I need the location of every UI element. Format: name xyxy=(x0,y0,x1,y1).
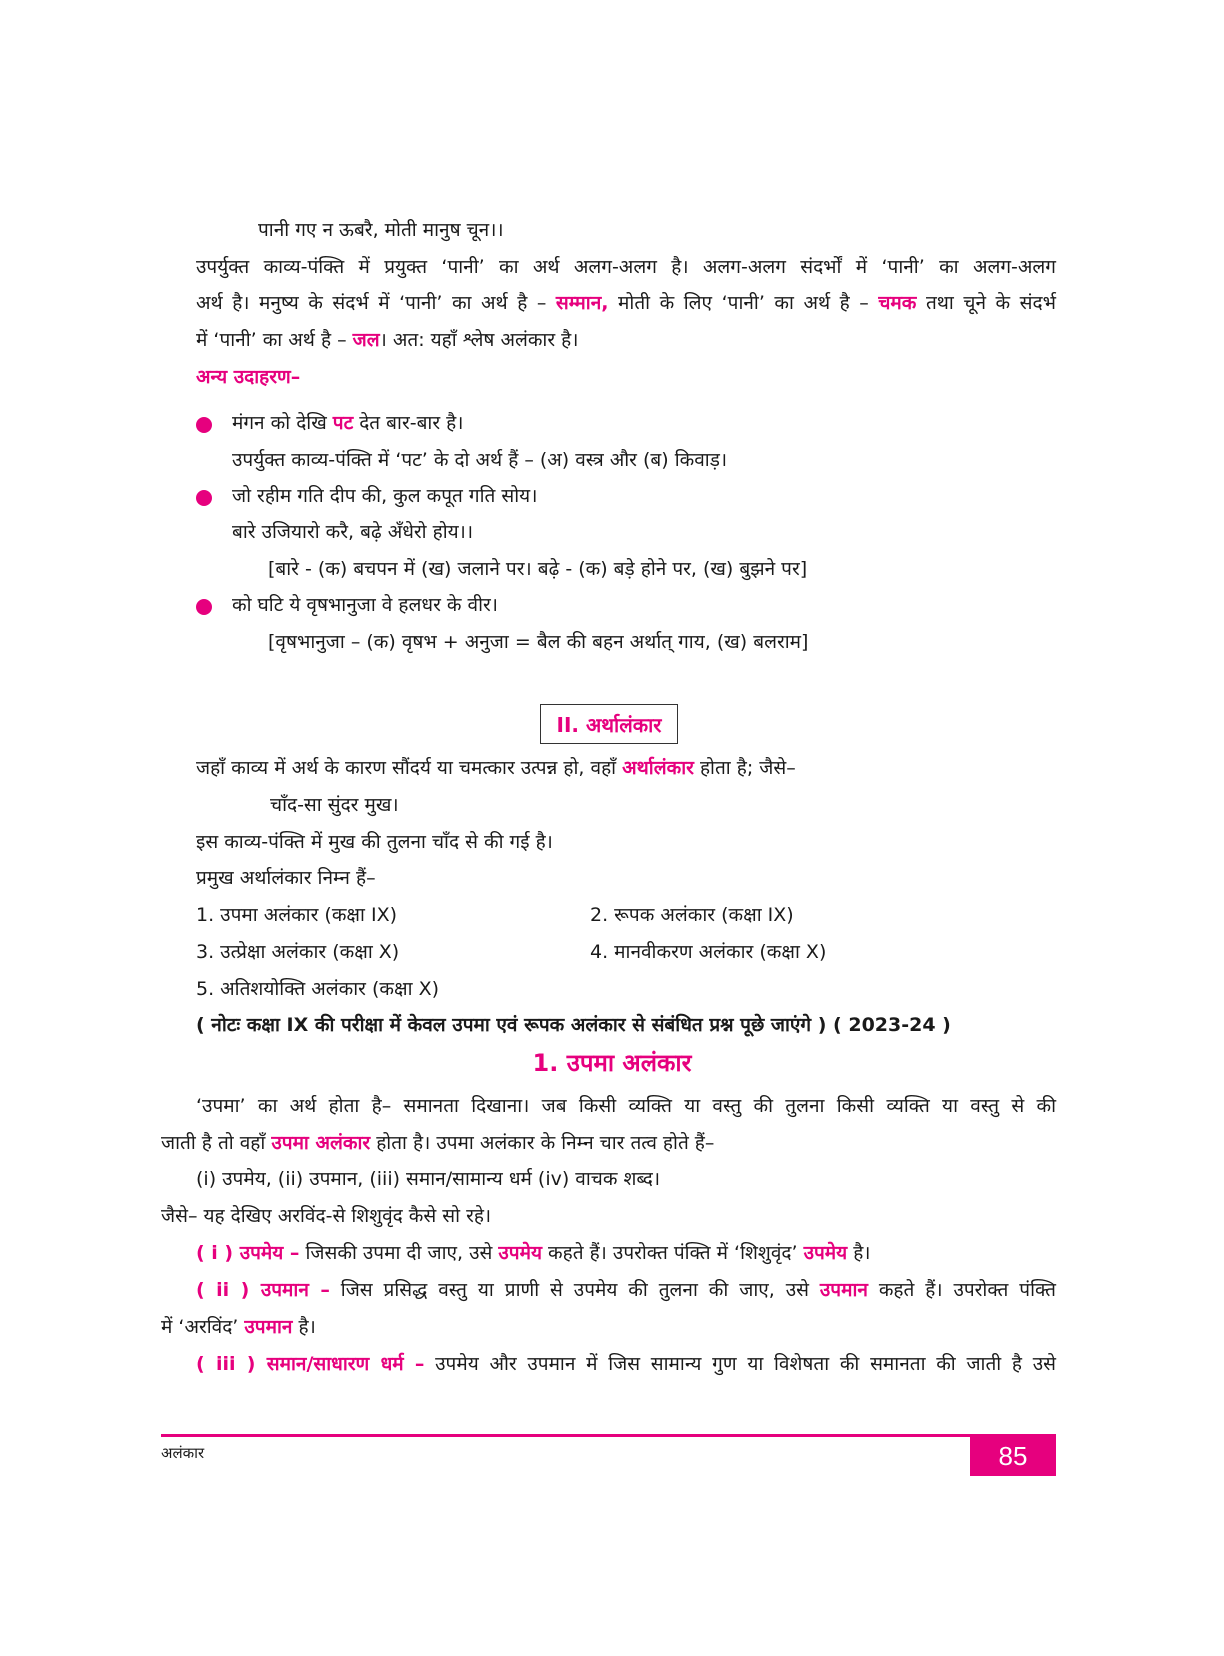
paragraph-line: ‘उपमा’ का अर्थ होता है– समानता दिखाना। जब किसी व्यक्ति या वस्तु की तुलना किसी व्यक्ति या वस्तु से की xyxy=(196,1095,1056,1117)
page-number: 85 xyxy=(970,1436,1056,1476)
list-item: 1. उपमा अलंकार (कक्षा IX) xyxy=(196,904,398,926)
highlight-term: उपमान xyxy=(244,1316,293,1338)
highlight-term: पट xyxy=(332,412,354,434)
chapter-label: अलंकार xyxy=(161,1444,205,1462)
highlight-term: उपमेय xyxy=(803,1242,848,1264)
list-item: 4. मानवीकरण अलंकार (कक्षा X) xyxy=(590,941,827,963)
highlight-term: अर्थालंकार xyxy=(622,757,694,779)
section-title-box: II. अर्थालंकार xyxy=(540,704,678,744)
highlight-term: चमक xyxy=(878,292,917,314)
example-line: को घटि ये वृषभानुजा वे हलधर के वीर। xyxy=(232,594,498,616)
example-note: [बारे - (क) बचपन में (ख) जलाने पर। बढ़े - (क) बड़े होने पर, (ख) बुझने पर] xyxy=(268,558,808,580)
definition-line: ( iii ) समान/साधारण धर्म – उपमेय और उपमान में जिस सामान्य गुण या विशेषता की समानता की जाती है उसे xyxy=(196,1353,1056,1375)
definition-line: जहाँ काव्य में अर्थ के कारण सौंदर्य या चमत्कार उत्पन्न हो, वहाँ अर्थालंकार होता है; जैसे– xyxy=(196,757,796,779)
verse-line: पानी गए न ऊबरै, मोती मानुष चून।। xyxy=(258,219,504,241)
section-subheading: अन्य उदाहरण– xyxy=(196,366,301,388)
paragraph-line: उपर्युक्त काव्य-पंक्ति में प्रयुक्त ‘पानी’ का अर्थ अलग-अलग है। अलग-अलग संदर्भों में ‘पानी’ का अलग-अलग xyxy=(196,256,1056,278)
highlight-term: उपमा अलंकार xyxy=(271,1132,371,1154)
definition-line: ( i ) उपमेय – जिसकी उपमा दी जाए, उसे उपमेय कहते हैं। उपरोक्त पंक्ति में ‘शिशुवृंद’ उपमेय है। xyxy=(196,1242,871,1264)
paragraph-line: इस काव्य-पंक्ति में मुख की तुलना चाँद से की गई है। xyxy=(196,831,553,853)
paragraph-line: (i) उपमेय, (ii) उपमान, (iii) समान/सामान्य धर्म (iv) वाचक शब्द। xyxy=(196,1168,661,1190)
paragraph-line: जाती है तो वहाँ उपमा अलंकार होता है। उपमा अलंकार के निम्न चार तत्व होते हैं– xyxy=(161,1132,715,1154)
example-note: [वृषभानुजा – (क) वृषभ + अनुजा = बैल की बहन अर्थात् गाय, (ख) बलराम] xyxy=(268,631,809,653)
paragraph-line: प्रमुख अर्थालंकार निम्न हैं– xyxy=(196,867,376,889)
definition-line: ( ii ) उपमान – जिस प्रसिद्ध वस्तु या प्राणी से उपमेय की तुलना की जाए, उसे उपमान कहते हैं। उपरोक्त पंक्ति xyxy=(196,1279,1057,1301)
highlight-term: उपमेय xyxy=(498,1242,542,1264)
list-item: 5. अतिशयोक्ति अलंकार (कक्षा X) xyxy=(196,978,440,1000)
highlight-term: जल xyxy=(352,329,380,351)
bullet-icon xyxy=(196,417,212,433)
section-heading: 1. उपमा अलंकार xyxy=(532,1049,692,1077)
definition-line: में ‘अरविंद’ उपमान है। xyxy=(161,1316,316,1338)
paragraph-line: में ‘पानी’ का अर्थ है – जल। अत: यहाँ श्लेष अलंकार है। xyxy=(196,329,579,351)
example-line: बारे उजियारो करै, बढ़े अँधेरो होय।। xyxy=(232,521,474,543)
example-line: जैसे– यह देखिए अरविंद-से शिशुवृंद कैसे सो रहे। xyxy=(161,1205,492,1227)
example-line: मंगन को देखि पट देत बार-बार है। xyxy=(232,412,464,434)
term-label: ( ii ) उपमान – xyxy=(196,1279,330,1301)
example-line: चाँद-सा सुंदर मुख। xyxy=(270,794,399,816)
list-item: 2. रूपक अलंकार (कक्षा IX) xyxy=(590,904,794,926)
example-note: उपर्युक्त काव्य-पंक्ति में ‘पट’ के दो अर्थ हैं – (अ) वस्त्र और (ब) किवाड़। xyxy=(232,449,728,471)
paragraph-line: अर्थ है। मनुष्य के संदर्भ में ‘पानी’ का अर्थ है – सम्मान, मोती के लिए ‘पानी’ का अर्थ है – चमक तथा चूने के संदर्भ xyxy=(196,292,1056,314)
bullet-icon xyxy=(196,490,212,506)
exam-note: ( नोटः कक्षा IX की परीक्षा में केवल उपमा एवं रूपक अलंकार से संबंधित प्रश्न पूछे जाएंगे ) ( 2023-24 ) xyxy=(196,1014,951,1036)
example-line: जो रहीम गति दीप की, कुल कपूत गति सोय। xyxy=(232,485,538,507)
footer-rule xyxy=(161,1434,1056,1437)
highlight-term: सम्मान, xyxy=(555,292,609,314)
highlight-term: उपमान xyxy=(819,1279,868,1301)
bullet-icon xyxy=(196,599,212,615)
term-label: ( i ) उपमेय – xyxy=(196,1242,300,1264)
term-label: ( iii ) समान/साधारण धर्म – xyxy=(196,1353,425,1375)
list-item: 3. उत्प्रेक्षा अलंकार (कक्षा X) xyxy=(196,941,400,963)
